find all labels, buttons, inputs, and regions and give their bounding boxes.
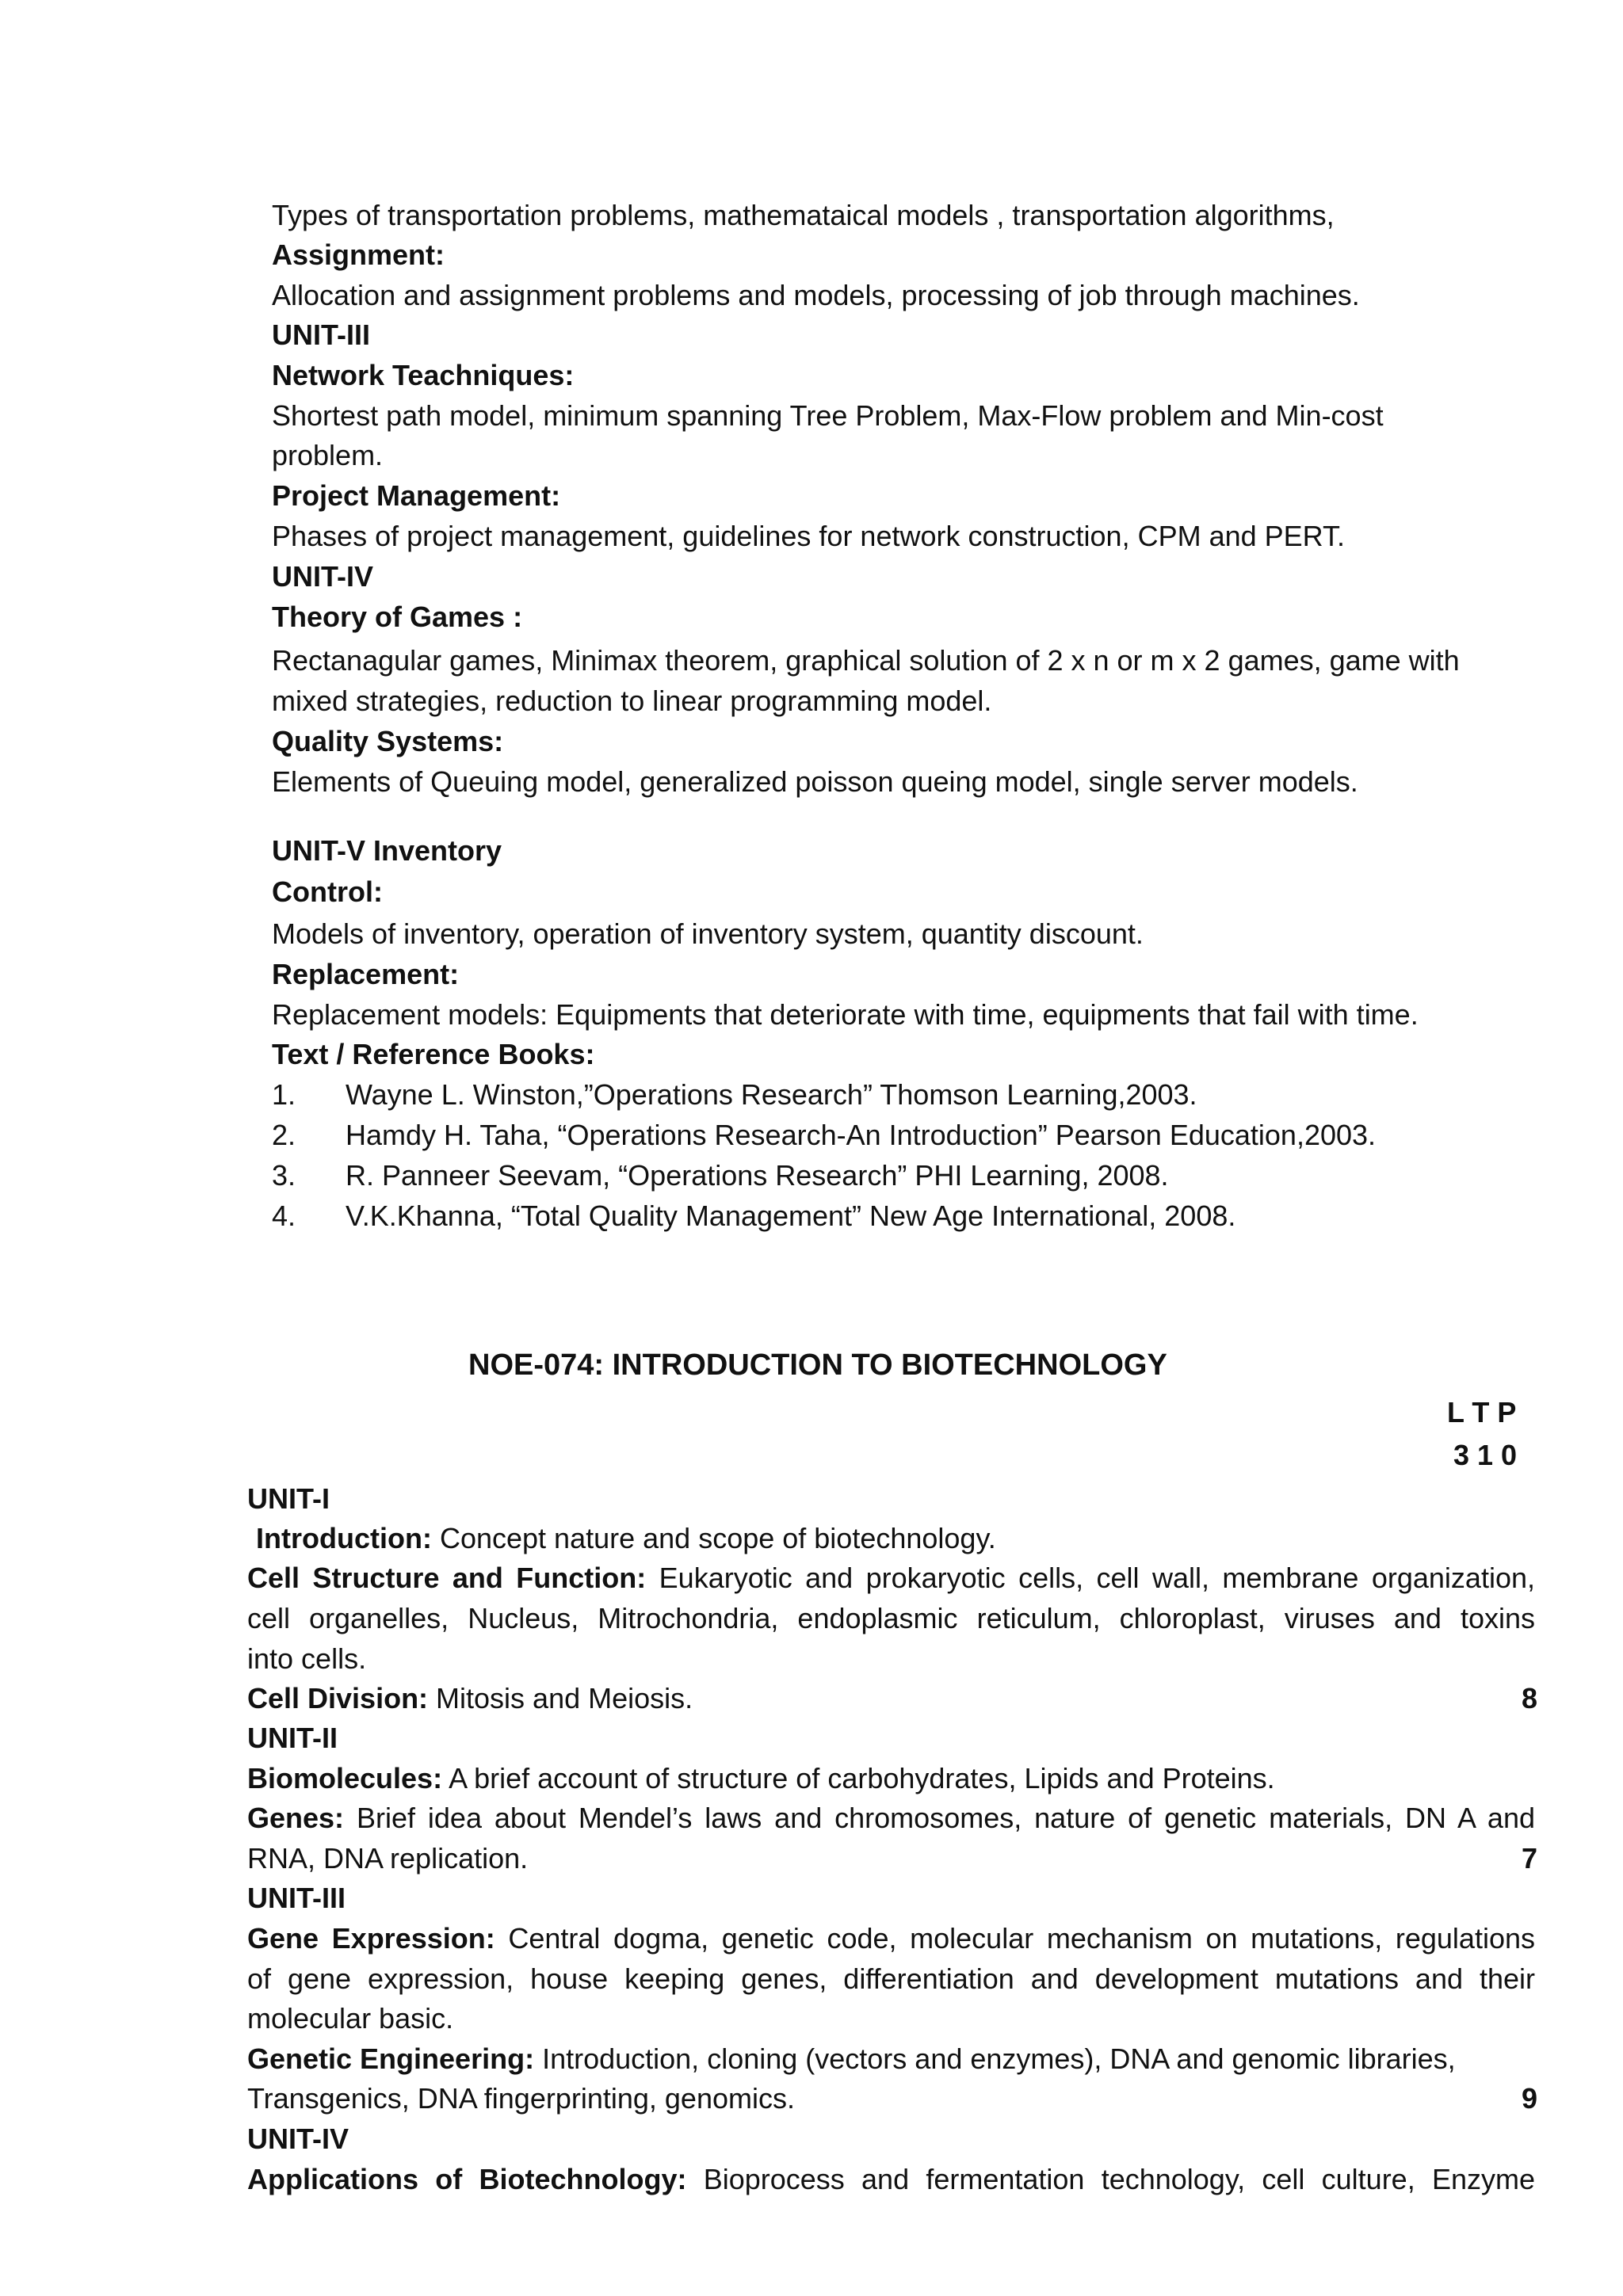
applications-label: Applications of Biotechnology: [247, 2163, 687, 2195]
biomolecules-line [247, 1760, 1275, 1798]
gene-expression-line-1 [247, 1920, 1535, 1958]
quality-text: Elements of Queuing model, generalized poisson queing model, single server models. [272, 765, 1358, 798]
course-title: NOE-074: INTRODUCTION TO BIOTECHNOLOGY [468, 1348, 1167, 1382]
assignment-heading: Assignment: [272, 238, 445, 271]
genes-label: Genes: [247, 1802, 345, 1834]
genes-text-2: RNA, DNA replication. [247, 1842, 529, 1875]
project-text: Phases of project management, guidelines for network construction, CPM and PERT. [272, 520, 1346, 552]
applications-text: Bioprocess and fermentation technology, cell culture, Enzyme [686, 2163, 1535, 2195]
genetic-engineering-line-1 [247, 2040, 1456, 2078]
cell-structure-text-3: into cells. [247, 1642, 367, 1675]
genetic-engineering-label: Genetic Engineering: [247, 2042, 535, 2075]
gene-expression-text-1: Central dogma, genetic code, molecular mechanism on mutations, regulations [495, 1922, 1535, 1955]
book-entry: R. Panneer Seevam, “Operations Research” PHI Learning, 2008. [346, 1159, 1169, 1192]
book-number: 4. [272, 1199, 296, 1232]
unit-4-heading-bio: UNIT-IV [247, 2122, 349, 2155]
games-text-1: Rectanagular games, Minimax theorem, graphical solution of 2 x n or m x 2 games, game with [272, 644, 1460, 677]
genes-line-1 [247, 1799, 1535, 1837]
cell-structure-line-1 [247, 1559, 1535, 1597]
games-text-2: mixed strategies, reduction to linear programming model. [272, 685, 992, 717]
genetic-engineering-text-2: Transgenics, DNA fingerprinting, genomics. [247, 2082, 795, 2115]
cell-structure-text-2: cell organelles, Nucleus, Mitrochondria, endoplasmic reticulum, chloroplast, viruses and toxins [247, 1602, 1535, 1634]
applications-line [247, 2161, 1535, 2199]
games-heading: Theory of Games : [272, 601, 523, 633]
cell-structure-text-1: Eukaryotic and prokaryotic cells, cell wall, membrane organization, [646, 1562, 1535, 1594]
biomolecules-label: Biomolecules: [247, 1762, 443, 1794]
network-text-2: problem. [272, 439, 384, 471]
book-entry: Wayne L. Winston,”Operations Research” Thomson Learning,2003. [346, 1078, 1197, 1111]
unit-3-hours: 9 [1521, 2082, 1537, 2115]
unit-3-heading: UNIT-III [272, 318, 370, 351]
cell-structure-label: Cell Structure and Function: [247, 1562, 647, 1594]
book-entry: V.K.Khanna, “Total Quality Management” New Age International, 2008. [346, 1199, 1236, 1232]
biomolecules-text: A brief account of structure of carbohydrates, Lipids and Proteins. [442, 1762, 1275, 1794]
book-entry: Hamdy H. Taha, “Operations Research-An Introduction” Pearson Education,2003. [346, 1119, 1377, 1151]
cell-division-line [247, 1680, 693, 1718]
book-number: 1. [272, 1078, 296, 1111]
network-text-1: Shortest path model, minimum spanning Tree Problem, Max-Flow problem and Min-cost [272, 399, 1384, 432]
transport-text: Types of transportation problems, mathemataical models , transportation algorithms, [272, 199, 1335, 231]
assignment-text: Allocation and assignment problems and models, processing of job through machines. [272, 279, 1360, 311]
introduction-text: Concept nature and scope of biotechnology. [431, 1522, 996, 1554]
cell-division-text: Mitosis and Meiosis. [428, 1682, 693, 1714]
quality-heading: Quality Systems: [272, 725, 504, 757]
gene-expression-text-2: of gene expression, house keeping genes, differentiation and development mutations and their [247, 1962, 1535, 1995]
project-heading: Project Management: [272, 479, 561, 512]
replacement-text: Replacement models: Equipments that deteriorate with time, equipments that fail with time. [272, 998, 1419, 1031]
book-number: 2. [272, 1119, 296, 1151]
network-heading: Network Teachniques: [272, 359, 575, 391]
ltp-header: L T P [1447, 1396, 1517, 1428]
unit-1-hours: 8 [1521, 1682, 1537, 1714]
control-heading: Control: [272, 875, 383, 908]
control-text: Models of inventory, operation of inventory system, quantity discount. [272, 917, 1144, 950]
introduction-line [256, 1520, 996, 1558]
unit-3-heading-bio: UNIT-III [247, 1882, 346, 1914]
gene-expression-text-3: molecular basic. [247, 2002, 454, 2035]
unit-1-heading: UNIT-I [247, 1482, 330, 1515]
ltp-values: 3 1 0 [1453, 1439, 1518, 1471]
unit-2-hours: 7 [1521, 1842, 1537, 1875]
gene-expression-label: Gene Expression: [247, 1922, 495, 1955]
introduction-label: Introduction: [256, 1522, 432, 1554]
books-heading: Text / Reference Books: [272, 1038, 595, 1070]
cell-division-label: Cell Division: [247, 1682, 429, 1714]
book-number: 3. [272, 1159, 296, 1192]
genetic-engineering-text-1: Introduction, cloning (vectors and enzymes), DNA and genomic libraries, [534, 2042, 1456, 2075]
unit-4-heading: UNIT-IV [272, 560, 374, 593]
unit-5-heading: UNIT-V Inventory [272, 834, 502, 867]
genes-text-1: Brief idea about Mendel’s laws and chromosomes, nature of genetic materials, DN A and [344, 1802, 1535, 1834]
unit-2-heading: UNIT-II [247, 1722, 338, 1754]
replacement-heading: Replacement: [272, 958, 460, 990]
